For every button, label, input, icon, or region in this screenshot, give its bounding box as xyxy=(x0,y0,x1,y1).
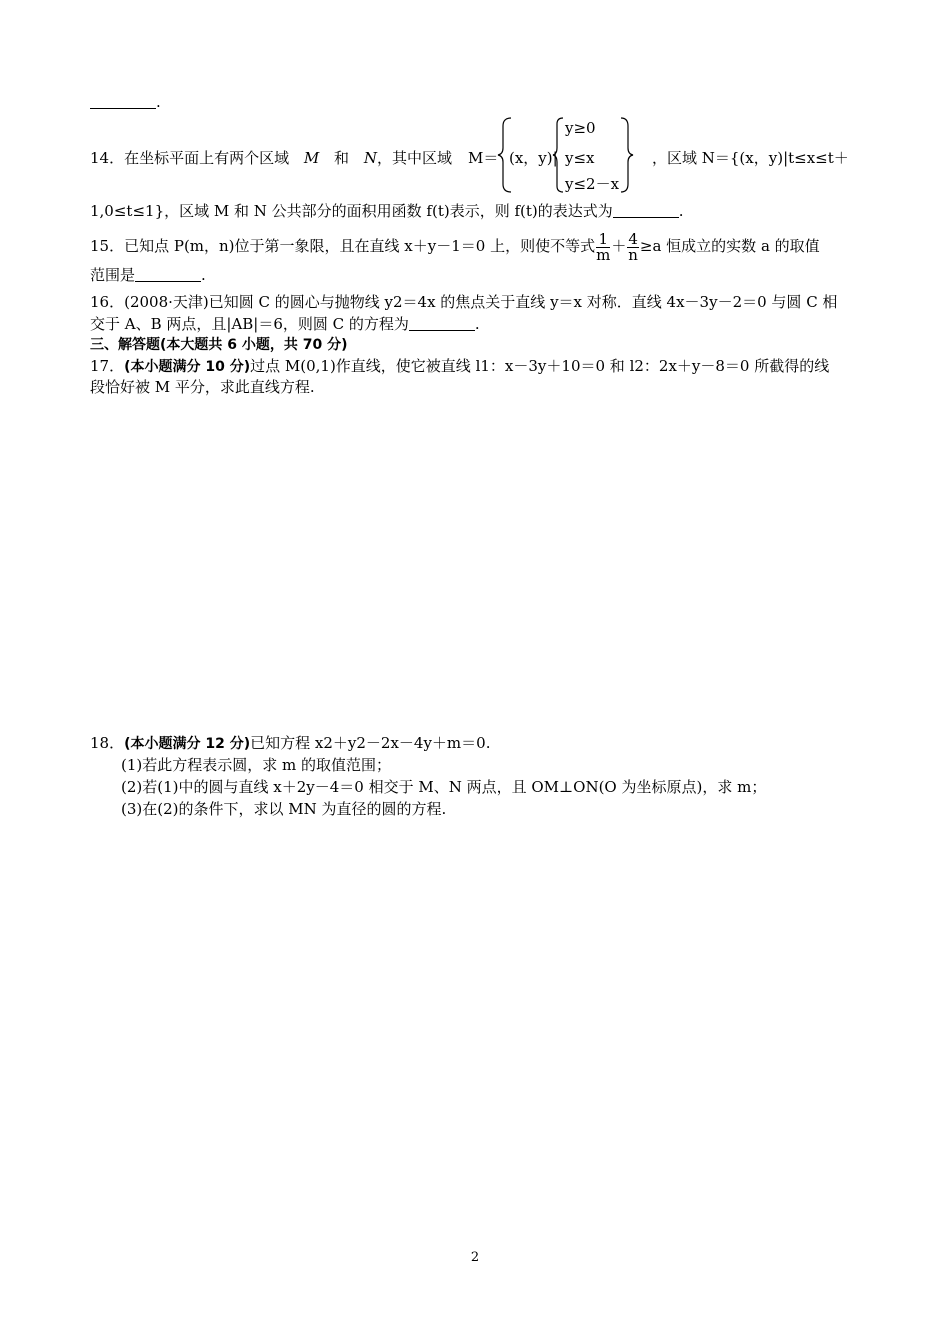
question-17-line2: 段恰好被 M 平分，求此直线方程. xyxy=(90,378,315,396)
q15-fraction-2: $\frac{4}{n}$ xyxy=(628,229,638,264)
q14-answer-blank xyxy=(613,203,679,218)
q14-region-N: ，区域 N＝{(x，y)|t≤x≤t＋ xyxy=(652,149,849,167)
question-16-line1: 16．(2008·天津)已知圆 C 的圆心与抛物线 y2＝4x 的焦点关于直线 y＝x 对称．直线 4x－3y－2＝0 与圆 C 相 xyxy=(90,293,838,311)
q15-fraction-1: $\frac{1}{m}$ xyxy=(596,229,611,264)
q15-answer-blank xyxy=(135,267,201,282)
q14-set-M: M＝ xyxy=(468,149,499,167)
q14-prefix: 14．在坐标平面上有两个区域 xyxy=(90,149,290,167)
question-18-part-2: (2)若(1)中的圆与直线 x＋2y－4＝0 相交于 M、N 两点，且 OM⊥ON(O 为坐标原点)，求 m； xyxy=(121,778,767,796)
answer-blank xyxy=(90,94,156,109)
answer-blank-line: . xyxy=(90,92,161,112)
question-14-line1: 14．在坐标平面上有两个区域 M 和 N，其中区域 xyxy=(90,149,452,167)
question-17-line1: 17．(本小题满分 10 分)过点 M(0,1)作直线，使它被直线 l1：x－3y＋10＝0 和 l2：2x＋y－8＝0 所截得的线 xyxy=(90,357,830,375)
q14-condition-2: y≤x xyxy=(565,149,595,167)
section-heading: 三、解答题(本大题共 6 小题，共 70 分) xyxy=(90,337,348,353)
q16-answer-blank xyxy=(409,316,475,331)
question-18-line1: 18．(本小题满分 12 分)已知方程 x2＋y2－2x－4y＋m＝0. xyxy=(90,734,491,752)
question-15-line1: 15．已知点 P(m，n)位于第一象限，且在直线 x＋y－1＝0 上，则使不等式 $\frac{1}{m}$ ＋ $\frac{4}{n}$ ≥a 恒成立的实数 a 的取值 xyxy=(90,229,820,264)
question-18-part-3: (3)在(2)的条件下，求以 MN 为直径的圆的方程. xyxy=(121,800,447,818)
page-number: 2 xyxy=(470,1250,480,1265)
q14-condition-3: y≤2－x xyxy=(565,175,620,193)
q14-set-variable: (x，y)| xyxy=(509,149,558,167)
q14-condition-1: y≥0 xyxy=(565,119,596,137)
question-16-line2: 交于 A、B 两点，且|AB|＝6，则圆 C 的方程为 . xyxy=(90,315,480,333)
question-15-line2: 范围是 . xyxy=(90,266,206,284)
question-14-line2: 1,0≤t≤1}，区域 M 和 N 公共部分的面积用函数 f(t)表示，则 f(t)的表达式为 . xyxy=(90,202,684,220)
question-18-part-1: (1)若此方程表示圆，求 m 的取值范围； xyxy=(121,756,392,774)
